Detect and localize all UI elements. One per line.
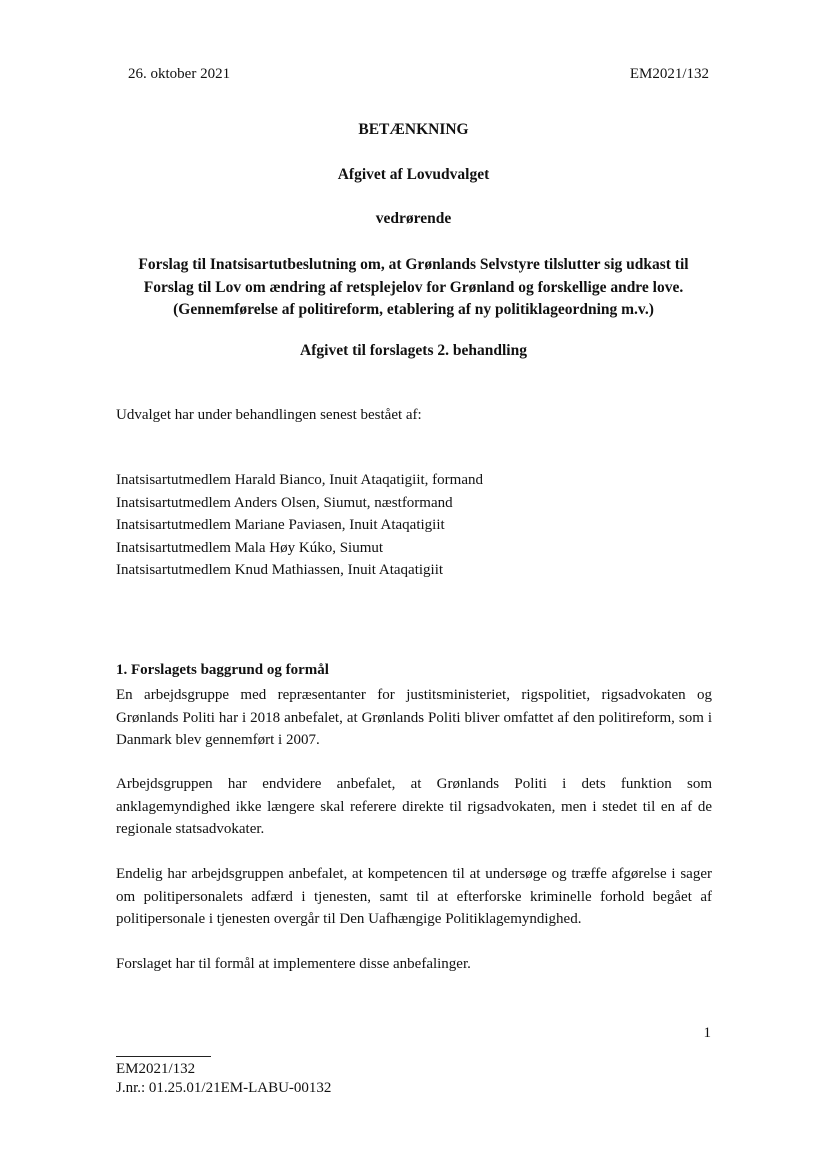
- footer-doc-id: EM2021/132: [116, 1061, 196, 1077]
- committee-member: Inatsisartutmedlem Anders Olsen, Siumut, næstformand: [116, 494, 453, 511]
- proposal-title: [0, 254, 827, 322]
- committee-member-list: [116, 469, 483, 582]
- reading-note: Afgivet til forslagets 2. behandling: [300, 342, 527, 359]
- header-date: 26. oktober 2021: [128, 66, 231, 82]
- committee-member: Inatsisartutmedlem Mala Høy Kúko, Siumut: [116, 539, 384, 556]
- committee-member: Inatsisartutmedlem Harald Bianco, Inuit Ataqatigiit, formand: [116, 472, 483, 488]
- section-paragraph: Arbejdsgruppen har endvidere anbefalet, at Grønlands Politi i dets funktion som anklagemyndighed ikke længere skal referere direkte til rigsadvokaten, men i stedet til en af de regionale statsadvokater.: [116, 776, 712, 837]
- header-doc-id: EM2021/132: [629, 66, 709, 82]
- section-paragraph: Forslaget har til formål at implementere disse anbefalinger.: [116, 956, 471, 972]
- footer-journal-number: J.nr.: 01.25.01/21EM-LABU-00132: [116, 1080, 332, 1096]
- proposal-line: Forslag til Lov om ændring af retsplejelov for Grønland og forskellige andre love.: [143, 278, 684, 296]
- proposal-line: (Gennemførelse af politireform, etablering af ny politiklageordning m.v.): [173, 301, 654, 318]
- section-paragraph: Endelig har arbejdsgruppen anbefalet, at kompetencen til at undersøge og træffe afgørelse i sager om politipersonalets adfærd i tjenesten, samt til at efterforske kriminelle forhold begået af politipersonale i tjenesten overgår til Den Uafhængige Politiklagemyndighed.: [116, 866, 712, 927]
- footer-divider: [116, 1056, 211, 1057]
- proposal-line: Forslag til Inatsisartutbeslutning om, at Grønlands Selvstyre tilslutter sig udkast til: [138, 256, 689, 273]
- page-number: 1: [703, 1025, 711, 1041]
- committee-intro: Udvalget har under behandlingen senest bestået af:: [116, 407, 422, 423]
- document-heading: BETÆNKNING: [358, 121, 469, 138]
- regarding: vedrørende: [375, 210, 452, 227]
- committee-member: Inatsisartutmedlem Mariane Paviasen, Inuit Ataqatigiit: [116, 517, 445, 533]
- committee-member: Inatsisartutmedlem Knud Mathiassen, Inuit Ataqatigiit: [116, 562, 444, 578]
- section-heading: 1. Forslagets baggrund og formål: [116, 662, 329, 678]
- section-paragraph: En arbejdsgruppe med repræsentanter for justitsministeriet, rigspolitiet, rigsadvokaten og Grønlands Politi har i 2018 anbefalet, at Grønlands Politi bliver omfattet af den politireform, som i Danmark blev gennemført i 2007.: [116, 687, 712, 748]
- issued-by: Afgivet af Lovudvalget: [337, 166, 490, 183]
